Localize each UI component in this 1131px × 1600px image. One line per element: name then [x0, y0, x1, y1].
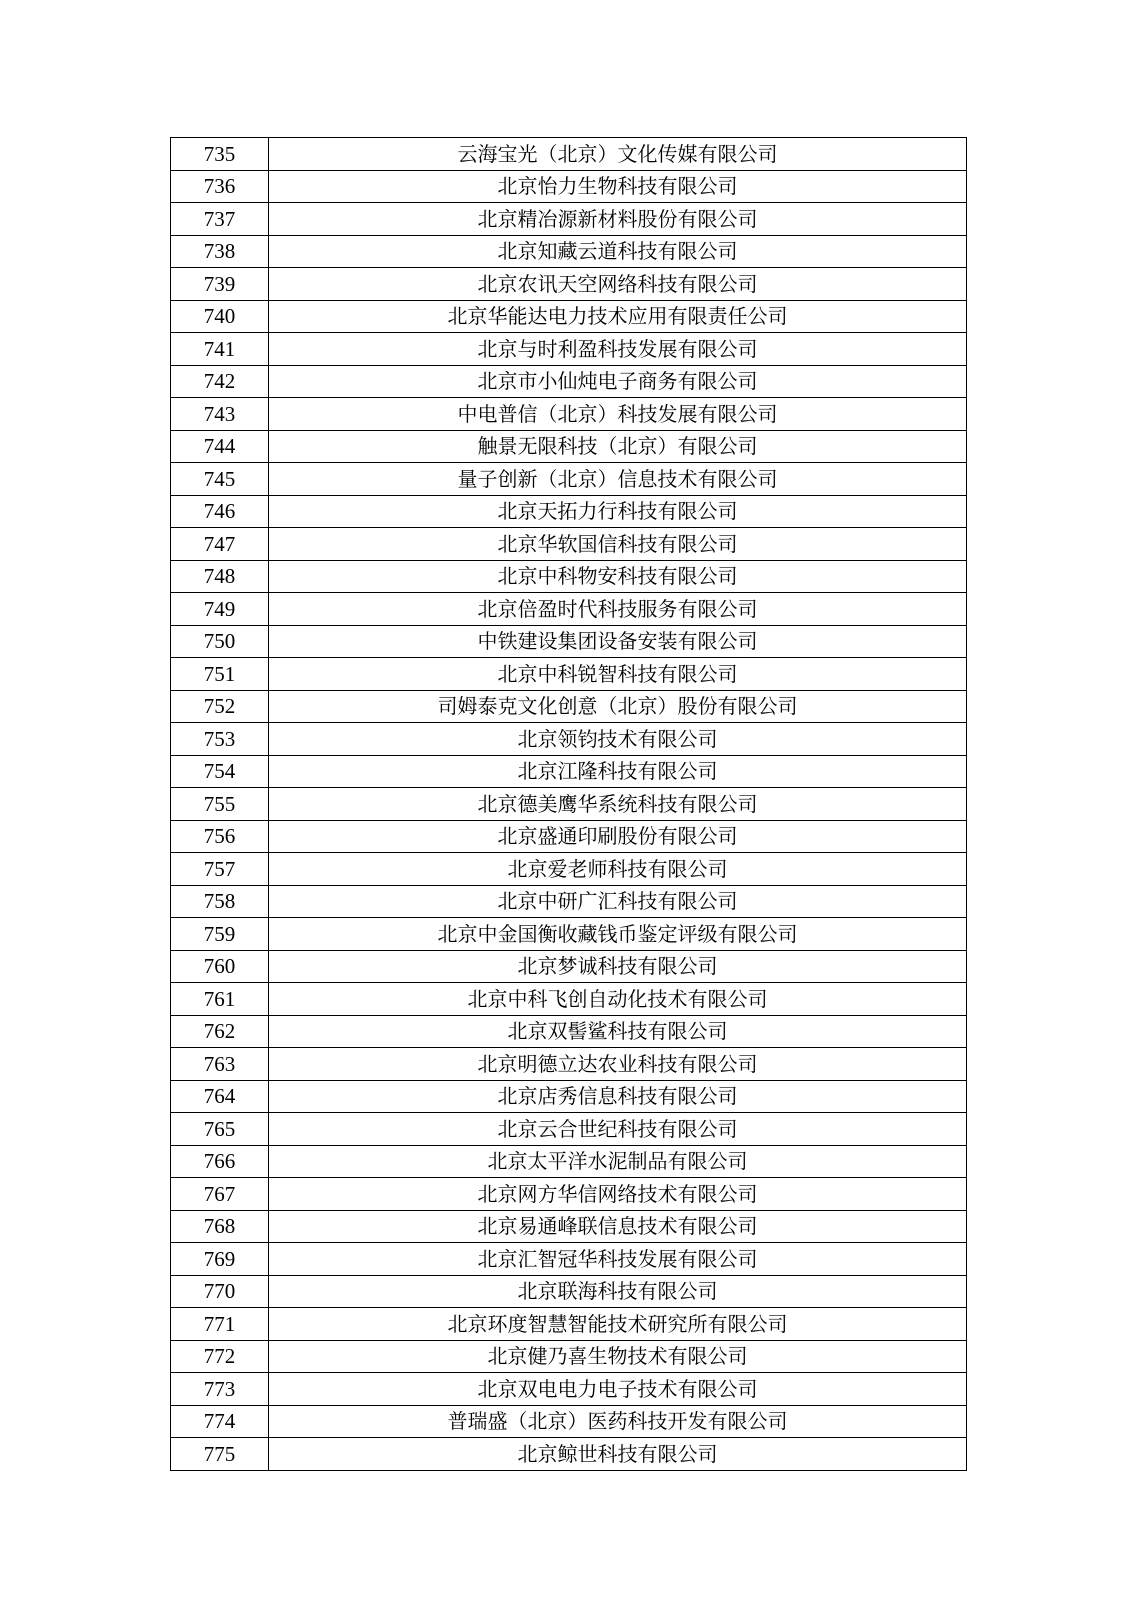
- row-number-cell: 751: [171, 658, 269, 691]
- table-row: [171, 495, 967, 528]
- row-number-cell: 743: [171, 398, 269, 431]
- row-number-cell: 740: [171, 300, 269, 333]
- table-row: [171, 1145, 967, 1178]
- table-row: [171, 1243, 967, 1276]
- table-row: [171, 1405, 967, 1438]
- row-number-cell: 775: [171, 1438, 269, 1471]
- row-number-cell: 746: [171, 495, 269, 528]
- table-row: [171, 560, 967, 593]
- table-row: [171, 528, 967, 561]
- row-number-cell: 738: [171, 235, 269, 268]
- company-name-cell: 北京环度智慧智能技术研究所有限公司: [269, 1308, 967, 1341]
- company-name-cell: 北京领钧技术有限公司: [269, 723, 967, 756]
- row-number-cell: 753: [171, 723, 269, 756]
- table-row: [171, 625, 967, 658]
- company-name-cell: 北京德美鹰华系统科技有限公司: [269, 788, 967, 821]
- row-number-cell: 773: [171, 1373, 269, 1406]
- table-row: [171, 300, 967, 333]
- row-number-cell: 765: [171, 1113, 269, 1146]
- row-number-cell: 747: [171, 528, 269, 561]
- row-number-cell: 766: [171, 1145, 269, 1178]
- company-name-cell: 云海宝光（北京）文化传媒有限公司: [269, 138, 967, 171]
- row-number-cell: 744: [171, 430, 269, 463]
- row-number-cell: 764: [171, 1080, 269, 1113]
- table-row: [171, 1048, 967, 1081]
- company-name-cell: 北京双电电力电子技术有限公司: [269, 1373, 967, 1406]
- company-name-cell: 北京中科锐智科技有限公司: [269, 658, 967, 691]
- company-name-cell: 北京店秀信息科技有限公司: [269, 1080, 967, 1113]
- company-name-cell: 北京知藏云道科技有限公司: [269, 235, 967, 268]
- table-row: [171, 1373, 967, 1406]
- company-list-body: [171, 138, 967, 1471]
- row-number-cell: 761: [171, 983, 269, 1016]
- row-number-cell: 737: [171, 203, 269, 236]
- row-number-cell: 739: [171, 268, 269, 301]
- table-row: [171, 235, 967, 268]
- table-row: [171, 1275, 967, 1308]
- company-name-cell: 北京健乃喜生物技术有限公司: [269, 1340, 967, 1373]
- row-number-cell: 755: [171, 788, 269, 821]
- row-number-cell: 759: [171, 918, 269, 951]
- table-row: [171, 1308, 967, 1341]
- table-row: [171, 950, 967, 983]
- table-row: [171, 820, 967, 853]
- row-number-cell: 769: [171, 1243, 269, 1276]
- company-name-cell: 北京天拓力行科技有限公司: [269, 495, 967, 528]
- row-number-cell: 741: [171, 333, 269, 366]
- row-number-cell: 754: [171, 755, 269, 788]
- company-name-cell: 北京与时利盈科技发展有限公司: [269, 333, 967, 366]
- company-name-cell: 北京云合世纪科技有限公司: [269, 1113, 967, 1146]
- company-name-cell: 北京梦诚科技有限公司: [269, 950, 967, 983]
- table-row: [171, 170, 967, 203]
- row-number-cell: 770: [171, 1275, 269, 1308]
- table-row: [171, 1340, 967, 1373]
- table-row: [171, 788, 967, 821]
- table-row: [171, 983, 967, 1016]
- company-name-cell: 北京易通峰联信息技术有限公司: [269, 1210, 967, 1243]
- table-row: [171, 138, 967, 171]
- company-name-cell: 北京鲸世科技有限公司: [269, 1438, 967, 1471]
- company-name-cell: 北京中科物安科技有限公司: [269, 560, 967, 593]
- row-number-cell: 758: [171, 885, 269, 918]
- company-list-table: [170, 137, 967, 1471]
- company-name-cell: 北京精冶源新材料股份有限公司: [269, 203, 967, 236]
- row-number-cell: 735: [171, 138, 269, 171]
- table-row: [171, 885, 967, 918]
- table-row: [171, 1113, 967, 1146]
- company-name-cell: 中电普信（北京）科技发展有限公司: [269, 398, 967, 431]
- table-row: [171, 365, 967, 398]
- company-name-cell: 北京爱老师科技有限公司: [269, 853, 967, 886]
- company-name-cell: 普瑞盛（北京）医药科技开发有限公司: [269, 1405, 967, 1438]
- company-name-cell: 北京华软国信科技有限公司: [269, 528, 967, 561]
- company-name-cell: 北京联海科技有限公司: [269, 1275, 967, 1308]
- row-number-cell: 749: [171, 593, 269, 626]
- company-name-cell: 司姆泰克文化创意（北京）股份有限公司: [269, 690, 967, 723]
- company-name-cell: 北京市小仙炖电子商务有限公司: [269, 365, 967, 398]
- table-row: [171, 918, 967, 951]
- row-number-cell: 736: [171, 170, 269, 203]
- row-number-cell: 774: [171, 1405, 269, 1438]
- row-number-cell: 756: [171, 820, 269, 853]
- company-name-cell: 北京农讯天空网络科技有限公司: [269, 268, 967, 301]
- table-row: [171, 1178, 967, 1211]
- table-row: [171, 723, 967, 756]
- company-name-cell: 北京中研广汇科技有限公司: [269, 885, 967, 918]
- company-name-cell: 北京中金国衡收藏钱币鉴定评级有限公司: [269, 918, 967, 951]
- row-number-cell: 763: [171, 1048, 269, 1081]
- company-name-cell: 北京江隆科技有限公司: [269, 755, 967, 788]
- table-row: [171, 755, 967, 788]
- row-number-cell: 771: [171, 1308, 269, 1341]
- company-name-cell: 北京倍盈时代科技服务有限公司: [269, 593, 967, 626]
- table-row: [171, 1080, 967, 1113]
- row-number-cell: 757: [171, 853, 269, 886]
- company-name-cell: 北京太平洋水泥制品有限公司: [269, 1145, 967, 1178]
- company-name-cell: 北京中科飞创自动化技术有限公司: [269, 983, 967, 1016]
- table-row: [171, 658, 967, 691]
- row-number-cell: 742: [171, 365, 269, 398]
- row-number-cell: 768: [171, 1210, 269, 1243]
- company-name-cell: 北京汇智冠华科技发展有限公司: [269, 1243, 967, 1276]
- table-row: [171, 333, 967, 366]
- row-number-cell: 752: [171, 690, 269, 723]
- company-name-cell: 北京双髻鲨科技有限公司: [269, 1015, 967, 1048]
- company-name-cell: 北京明德立达农业科技有限公司: [269, 1048, 967, 1081]
- company-name-cell: 量子创新（北京）信息技术有限公司: [269, 463, 967, 496]
- company-name-cell: 北京网方华信网络技术有限公司: [269, 1178, 967, 1211]
- table-row: [171, 1210, 967, 1243]
- table-row: [171, 593, 967, 626]
- table-row: [171, 203, 967, 236]
- table-row: [171, 268, 967, 301]
- table-row: [171, 1438, 967, 1471]
- table-row: [171, 463, 967, 496]
- company-name-cell: 北京华能达电力技术应用有限责任公司: [269, 300, 967, 333]
- row-number-cell: 772: [171, 1340, 269, 1373]
- table-row: [171, 398, 967, 431]
- company-name-cell: 北京盛通印刷股份有限公司: [269, 820, 967, 853]
- row-number-cell: 760: [171, 950, 269, 983]
- table-row: [171, 1015, 967, 1048]
- company-name-cell: 触景无限科技（北京）有限公司: [269, 430, 967, 463]
- table-row: [171, 430, 967, 463]
- company-name-cell: 北京怡力生物科技有限公司: [269, 170, 967, 203]
- company-name-cell: 中铁建设集团设备安装有限公司: [269, 625, 967, 658]
- row-number-cell: 748: [171, 560, 269, 593]
- row-number-cell: 745: [171, 463, 269, 496]
- row-number-cell: 762: [171, 1015, 269, 1048]
- table-row: [171, 853, 967, 886]
- row-number-cell: 767: [171, 1178, 269, 1211]
- table-row: [171, 690, 967, 723]
- row-number-cell: 750: [171, 625, 269, 658]
